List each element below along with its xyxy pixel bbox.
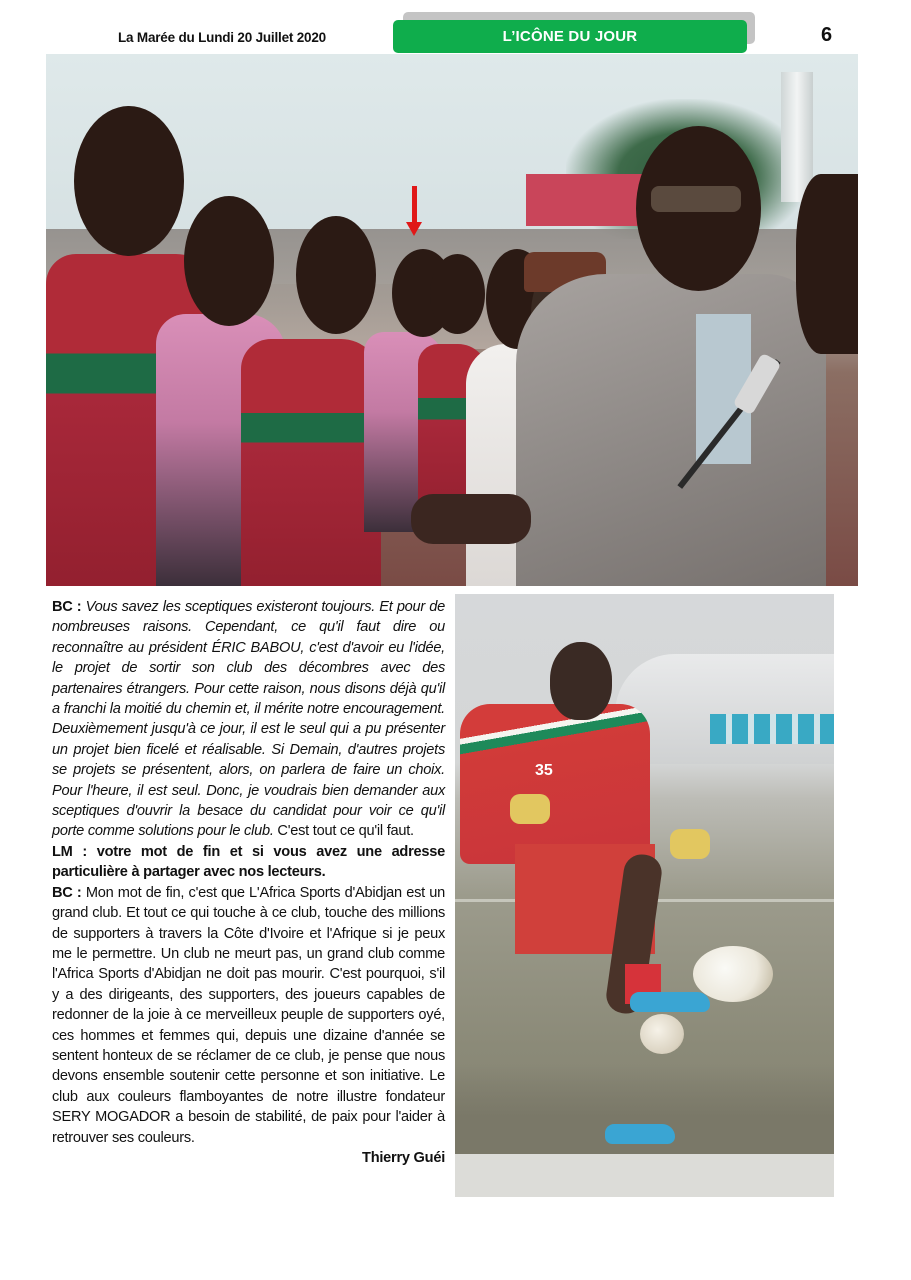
speaker-label: BC : [52,884,82,901]
speaker-label: LM : [52,843,87,860]
rubric-banner [393,20,747,53]
football-icon [693,946,773,1002]
boot-icon [630,992,710,1012]
player-3-head [296,216,376,334]
answer-text: Mon mot de fin, c'est que L'Africa Sports d'Abidjan est un grand club. Et tout ce qui touche à ce club, touche des millions de supporters à travers la Côte d'Ivoire et l'Afrique si je peux me le permettre. Un club ne meurt pas, un grand club comme l'Africa Sports d'Abidjan ne doit pas mourir. C'est pourquoi, s'il y a des dirigeants, des supporters, des joueurs capables de redonner de la joie à ce merveilleux peuple de supporters oyé, ces hommes et femmes qui, depuis une dizaine d'année se sentent honteux de se réclamer de ce club, je pense que nous devons ensemble soutenir cette personne et son initiative. Le club aux couleurs flamboyantes de notre illustre fondateur SERY MOGADOR a besoin de stabilité, de paix pour l'aider à retrouver ses couleurs. [52,884,445,1146]
goalkeeper-jersey [460,704,650,864]
answer-plain-text: C'est tout ce qu'il faut. [273,823,414,840]
author-signature: Thierry Guéi [362,1149,445,1166]
answer-paragraph-2 [52,883,445,1148]
photo-bottom-strip [455,1154,834,1197]
red-arrow-head-icon [406,222,422,236]
person-right-edge [796,174,858,354]
top-photo-handshake [46,54,858,586]
sunglasses-icon [651,186,741,212]
player-5-head [430,254,485,334]
photo-seats [710,714,834,744]
jersey-number: 35 [535,762,553,779]
glove-icon [510,794,550,824]
player-1-head [74,106,184,256]
publication-date: La Marée du Lundi 20 Juillet 2020 [118,30,326,45]
football-icon [640,1014,684,1054]
right-photo-goalkeeper [455,594,834,1197]
question-paragraph [52,842,445,883]
answer-italic-text: Vous savez les sceptiques existeront toujours. Et pour de nombreuses raisons. Cependant, ce qu'il faut dire ou reconnaître au président ÉRIC BABOU, c'est d'avoir eu l'idée, le projet de sortir son club des décombres avec des partenaires étrangers. Pour cette raison, nous disons déjà qu'il a franchi la moitié du chemin et, il mérite notre encouragement. Deuxièmement jusqu'à ce jour, il est le seul qui a pu présenter un projet bien ficelé et réalisable. Si Demain, d'autres projets se projets se présentent, alors, on parlera de faire un choix. Pour l'heure, il est seul. Donc, je voudrais bien demander aux sceptiques d'ouvrir la besace du candidat pour voir ce qu'il porte comme solutions pour le club. [52,599,445,840]
answer-paragraph-1 [52,597,445,842]
rubric-title: L’ICÔNE DU JOUR [502,28,638,45]
man-in-grey-suit [516,274,826,586]
handshake [411,494,531,544]
speaker-label: BC : [52,599,82,615]
player-2-head [184,196,274,326]
player-3 [241,339,381,586]
article-body [52,597,445,1168]
question-text: votre mot de fin et si vous avez une adresse particulière à partager avec nos lecteurs. [52,843,445,881]
glove-icon [670,829,710,859]
boot-icon [605,1124,675,1144]
page-number: 6 [821,24,833,46]
red-arrow-icon [412,186,417,224]
goalkeeper-head [550,642,612,720]
